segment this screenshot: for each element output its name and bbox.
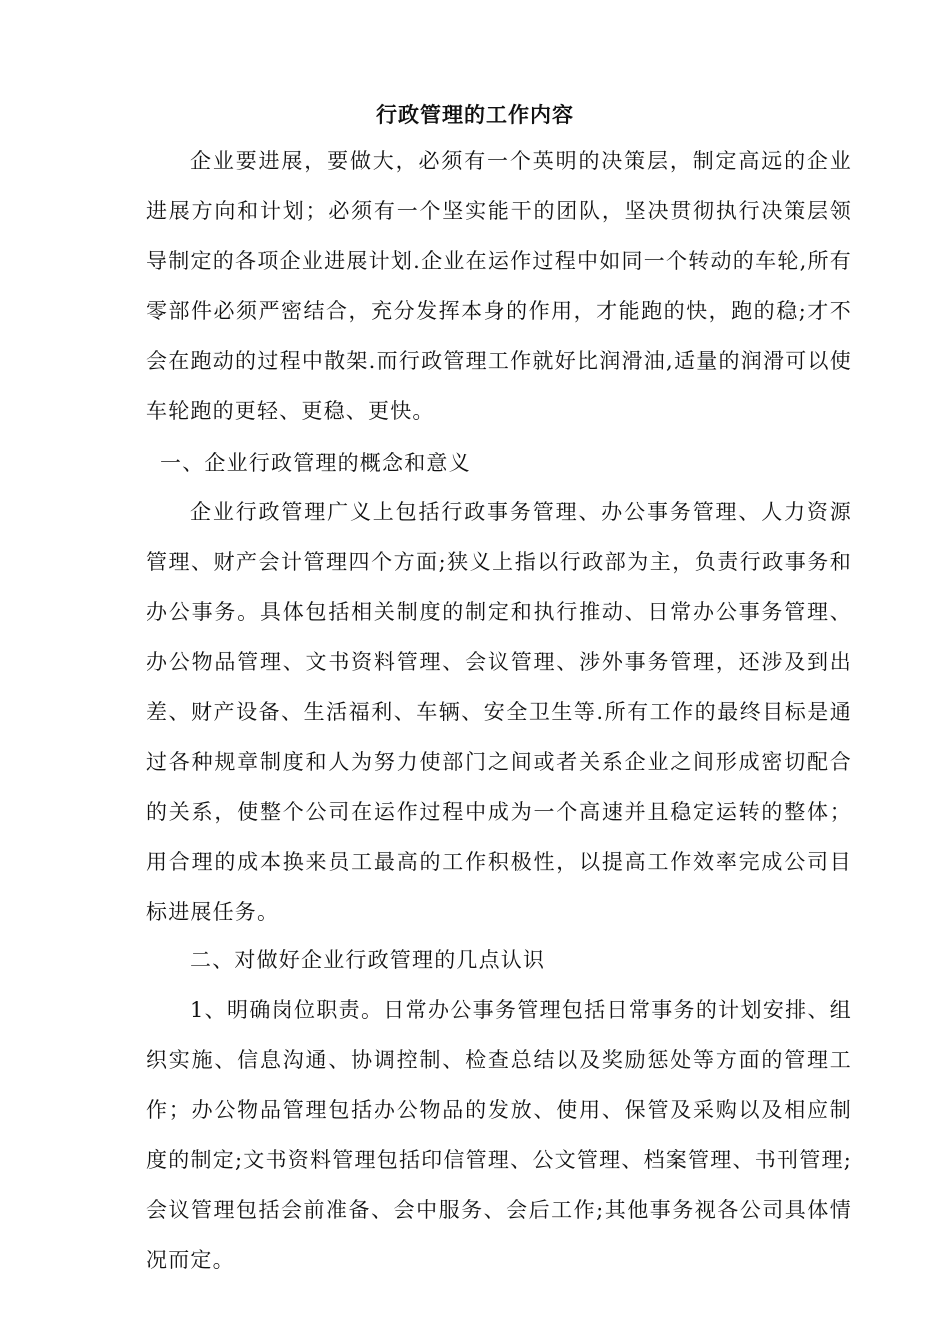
section-2-paragraph: 1、明确岗位职责。日常办公事务管理包括日常事务的计划安排、组织实施、信息沟通、协调控制、检查总结以及奖励惩处等方面的管理工作；办公物品管理包括办公物品的发放、使用、保管及采购以及相应制度的制定;文书资料管理包括印信管理、公文管理、档案管理、书刊管理;会议管理包括会前准备、会中服务、会后工作;其他事务视各公司具体情况而定。: [146, 998, 852, 1272]
document-title: 行政管理的工作内容: [376, 102, 574, 127]
section-1-heading: 一、企业行政管理的概念和意义: [160, 451, 471, 475]
section-2-heading: 二、对做好企业行政管理的几点认识: [190, 948, 546, 972]
intro-paragraph: 企业要进展，要做大，必须有一个英明的决策层，制定高远的企业进展方向和计划；必须有一个坚实能干的团队，坚决贯彻执行决策层领导制定的各项企业进展计划.企业在运作过程中如同一个转动的车轮,所有零部件必须严密结合，充分发挥本身的作用，才能跑的快，跑的稳;才不会在跑动的过程中散架.而行政管理工作就好比润滑油,适量的润滑可以使车轮跑的更轻、更稳、更快。: [146, 149, 852, 423]
section-1-paragraph: 企业行政管理广义上包括行政事务管理、办公事务管理、人力资源管理、财产会计管理四个方面;狭义上指以行政部为主，负责行政事务和办公事务。具体包括相关制度的制定和执行推动、日常办公事务管理、办公物品管理、文书资料管理、会议管理、涉外事务管理，还涉及到出差、财产设备、生活福利、车辆、安全卫生等.所有工作的最终目标是通过各种规章制度和人为努力使部门之间或者关系企业之间形成密切配合的关系，使整个公司在运作过程中成为一个高速并且稳定运转的整体；用合理的成本换来员工最高的工作积极性，以提高工作效率完成公司目标进展任务。: [146, 500, 852, 924]
